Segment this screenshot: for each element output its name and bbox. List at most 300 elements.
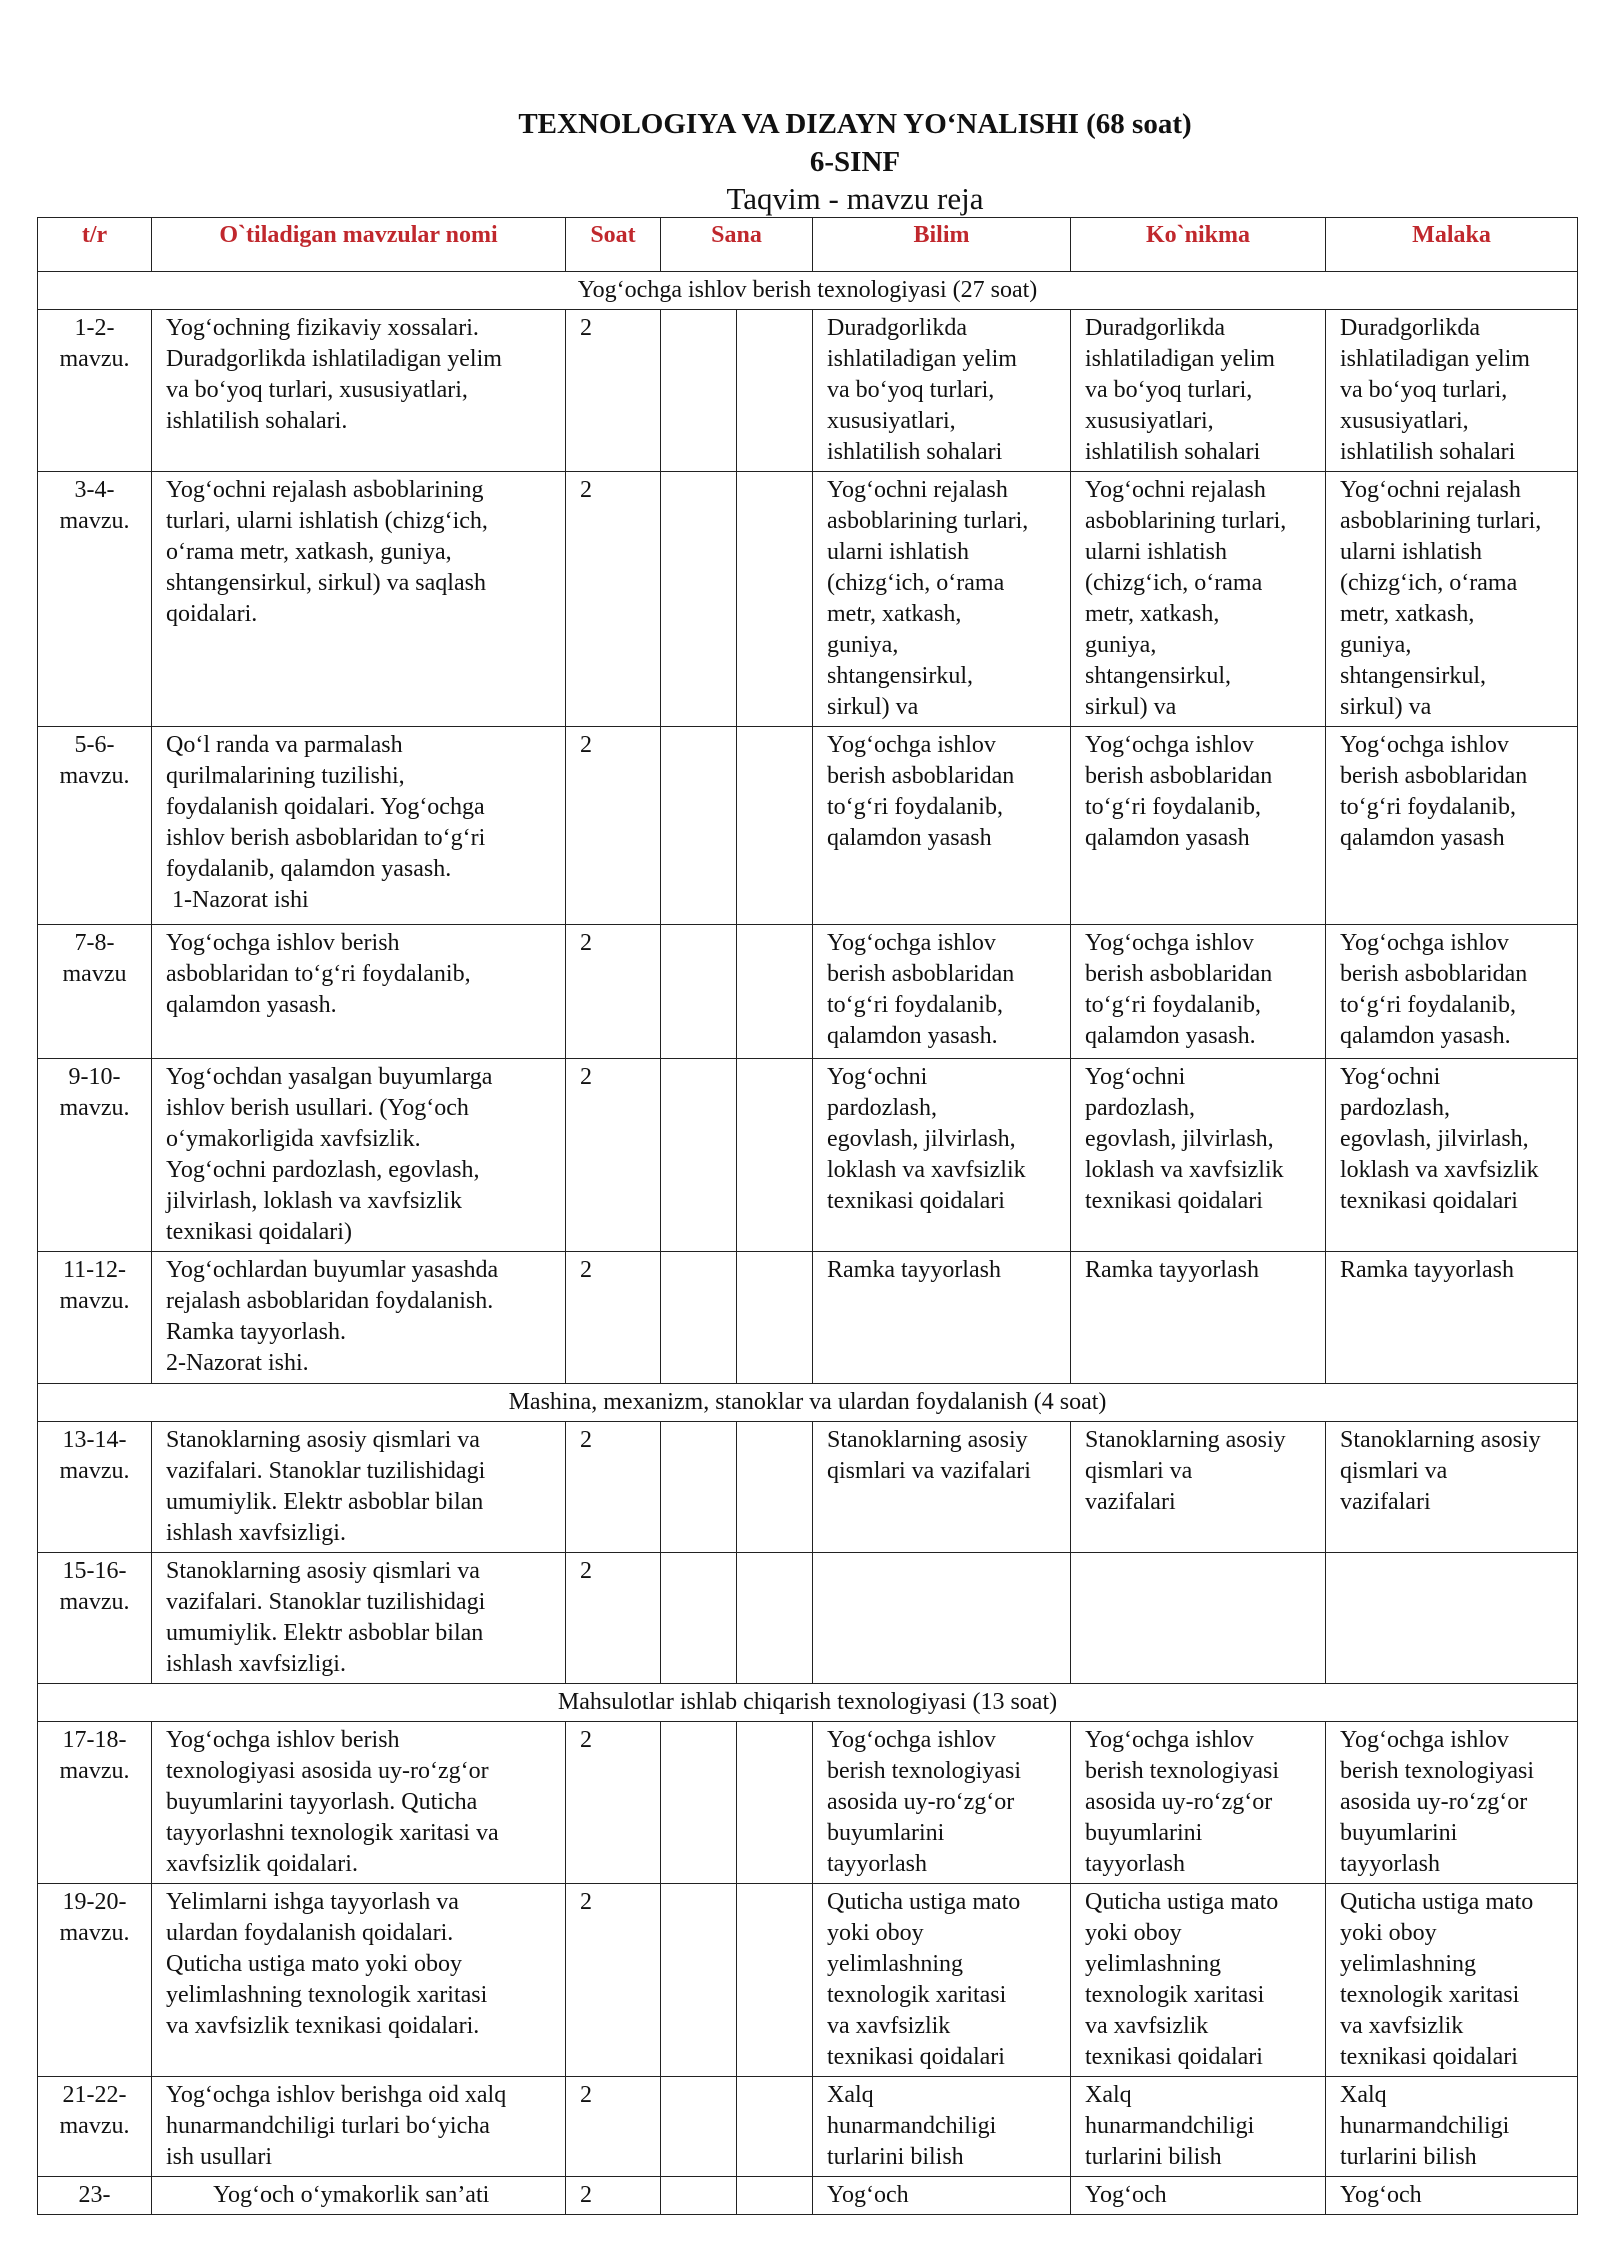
konikma-cell [1071,1252,1326,1384]
konikma-cell-line: tayyorlash [1085,1851,1185,1877]
sana-cell-2[interactable] [737,472,813,727]
table-row [38,1553,1578,1684]
bilim-cell [813,1553,1071,1684]
konikma-cell-line: shtangensirkul, [1085,663,1231,689]
tr-cell-line: mavzu. [59,1758,130,1784]
malaka-cell-line: loklash va xavfsizlik [1340,1157,1539,1183]
bilim-cell-line: Ramka tayyorlash [827,1257,1001,1283]
topic-cell-line: jilvirlash, loklash va xavfsizlik [166,1188,462,1214]
bilim-cell [813,1059,1071,1252]
sana-cell-1[interactable] [661,1884,737,2077]
tr-cell-line: 19-20- [62,1889,127,1915]
topic-cell-line: Yog‘ochni pardozlash, egovlash, [166,1157,480,1183]
malaka-cell [1326,1553,1578,1684]
tr-cell [38,1553,152,1684]
topic-cell [152,1252,566,1384]
topic-cell-line: hunarmandchiligi turlari bo‘yicha [166,2113,490,2139]
topic-cell-line: ishlash xavfsizligi. [166,1651,346,1677]
konikma-cell-line: to‘g‘ri foydalanib, [1085,992,1261,1018]
konikma-cell-line: Yog‘ochni [1085,1064,1186,1090]
malaka-cell-line: (chizg‘ich, o‘rama [1340,570,1518,596]
topic-cell-line: Yog‘ochning fizikaviy xossalari. [166,315,479,341]
tr-cell [38,1252,152,1384]
bilim-cell-line: xususiyatlari, [827,408,956,434]
tr-cell-line: 5-6- [74,732,115,758]
bilim-cell-line: Quticha ustiga mato [827,1889,1021,1915]
document-title: TEXNOLOGIYA VA DIZAYN YO‘NALISHI (68 soat) [518,108,1192,140]
bilim-cell [813,1884,1071,2077]
sana-cell-1[interactable] [661,1059,737,1252]
topic-cell-line: va xavfsizlik texnikasi qoidalari. [166,2013,480,2039]
malaka-cell-line: Yog‘ochni [1340,1064,1441,1090]
bilim-cell-line: hunarmandchiligi [827,2113,997,2139]
topic-cell-line: Yog‘och o‘ymakorlik san’ati [166,2182,490,2208]
konikma-cell-line: ularni ishlatish [1085,539,1227,565]
malaka-cell-line: berish asboblaridan [1340,961,1528,987]
konikma-cell-line: berish texnologiyasi [1085,1758,1279,1784]
konikma-cell-line: Stanoklarning asosiy [1085,1427,1286,1453]
bilim-cell-line: berish asboblaridan [827,961,1015,987]
konikma-cell [1071,1553,1326,1684]
col-header-malaka: Malaka [1326,218,1578,272]
bilim-cell-line: texnikasi qoidalari [827,1188,1005,1214]
malaka-cell [1326,310,1578,472]
sana-cell-2[interactable] [737,1252,813,1384]
soat-cell: 2 [566,727,661,925]
bilim-cell-line: shtangensirkul, [827,663,973,689]
topic-cell [152,2077,566,2177]
konikma-cell-line: berish asboblaridan [1085,763,1273,789]
konikma-cell-line: Yog‘ochga ishlov [1085,1727,1254,1753]
topic-cell-line: Quticha ustiga mato yoki oboy [166,1951,462,1977]
bilim-cell [813,2077,1071,2177]
malaka-cell-line: Duradgorlikda [1340,315,1480,341]
bilim-cell-line: metr, xatkash, [827,601,962,627]
col-header-sana: Sana [661,218,813,272]
topic-cell-line: Qo‘l randa va parmalash [166,732,403,758]
bilim-cell-line: Yog‘och [827,2182,909,2208]
bilim-cell-line: texnologik xaritasi [827,1982,1007,2008]
bilim-cell-line: qalamdon yasash [827,825,992,851]
konikma-cell-line: ishlatiladigan yelim [1085,346,1275,372]
tr-cell [38,2077,152,2177]
malaka-cell-line: buyumlarini [1340,1820,1458,1846]
topic-cell [152,472,566,727]
konikma-cell-line: metr, xatkash, [1085,601,1220,627]
bilim-cell [813,472,1071,727]
bilim-cell-line: to‘g‘ri foydalanib, [827,794,1003,820]
topic-cell-line: foydalanib, qalamdon yasash. [166,856,452,882]
topic-cell-line: umumiylik. Elektr asboblar bilan [166,1489,484,1515]
topic-cell-line: qalamdon yasash. [166,992,337,1018]
topic-cell-line: turlari, ularni ishlatish (chizg‘ich, [166,508,488,534]
sana-cell-1[interactable] [661,2077,737,2177]
grade-title: 6-SINF [809,146,901,178]
tr-cell-line: mavzu. [59,763,130,789]
tr-cell [38,925,152,1059]
bilim-cell-line: Yog‘ochga ishlov [827,930,996,956]
topic-cell-line: rejalash asboblaridan foydalanish. [166,1288,494,1314]
tr-cell-line: mavzu [62,961,127,987]
soat-cell: 2 [566,1059,661,1252]
bilim-cell-line: qalamdon yasash. [827,1023,998,1049]
bilim-cell-line: yelimlashning [827,1951,963,1977]
col-header-bilim: Bilim [813,218,1071,272]
konikma-cell [1071,472,1326,727]
topic-cell-line: Stanoklarning asosiy qismlari va [166,1427,480,1453]
topic-cell-line: qoidalari. [166,601,258,627]
malaka-cell [1326,1884,1578,2077]
topic-cell-line: ishlov berish asboblaridan to‘g‘ri [166,825,486,851]
malaka-cell-line: shtangensirkul, [1340,663,1486,689]
malaka-cell [1326,1722,1578,1884]
topic-cell [152,727,566,925]
tr-cell-line: 23- [78,2182,111,2208]
bilim-cell-line: Yog‘ochga ishlov [827,1727,996,1753]
soat-cell: 2 [566,1884,661,2077]
topic-cell-line: va bo‘yoq turlari, xususiyatlari, [166,377,468,403]
tr-cell-line: 3-4- [74,477,115,503]
tr-cell-line: 15-16- [62,1558,127,1584]
topic-cell [152,2177,566,2215]
konikma-cell-line: texnologik xaritasi [1085,1982,1265,2008]
sana-cell-1[interactable] [661,1422,737,1553]
topic-cell-line: Yog‘ochga ishlov berish [166,930,400,956]
bilim-cell-line: qismlari va vazifalari [827,1458,1031,1484]
tr-cell-line: mavzu. [59,346,130,372]
konikma-cell-line: (chizg‘ich, o‘rama [1085,570,1263,596]
topic-cell-line: ishlov berish usullari. (Yog‘och [166,1095,469,1121]
malaka-cell-line: yelimlashning [1340,1951,1476,1977]
konikma-cell-line: Ramka tayyorlash [1085,1257,1259,1283]
tr-cell [38,310,152,472]
topic-cell-line: ulardan foydalanish qoidalari. [166,1920,454,1946]
table-row [38,310,1578,472]
malaka-cell-line: texnikasi qoidalari [1340,2044,1518,2070]
topic-cell-line: ishlash xavfsizligi. [166,1520,346,1546]
topic-cell-line: texnikasi qoidalari) [166,1219,352,1245]
konikma-cell-line: Duradgorlikda [1085,315,1225,341]
section-row [38,1384,1578,1422]
konikma-cell-line: qalamdon yasash. [1085,1023,1256,1049]
bilim-cell-line: Stanoklarning asosiy [827,1427,1028,1453]
col-header-soat: Soat [566,218,661,272]
malaka-cell-line: guniya, [1340,632,1412,658]
tr-cell-line: 7-8- [74,930,115,956]
sana-cell-2[interactable] [737,1884,813,2077]
topic-cell-line: 2-Nazorat ishi. [166,1350,309,1376]
sana-cell-2[interactable] [737,727,813,925]
sana-cell-1[interactable] [661,2177,737,2215]
topic-cell-line: 1-Nazorat ishi [166,887,309,913]
sana-cell-2[interactable] [737,2077,813,2177]
konikma-cell-line: asosida uy-ro‘zg‘or [1085,1789,1273,1815]
soat-cell: 2 [566,1722,661,1884]
konikma-cell [1071,2077,1326,2177]
konikma-cell-line: qalamdon yasash [1085,825,1250,851]
tr-cell-line: 11-12- [62,1257,127,1283]
bilim-cell-line: pardozlash, [827,1095,937,1121]
malaka-cell-line: Ramka tayyorlash [1340,1257,1514,1283]
konikma-cell-line: turlarini bilish [1085,2144,1222,2170]
konikma-cell-line: Yog‘ochga ishlov [1085,732,1254,758]
topic-cell [152,1553,566,1684]
tr-cell [38,727,152,925]
malaka-cell-line: qalamdon yasash [1340,825,1505,851]
soat-cell: 2 [566,310,661,472]
sana-cell-1[interactable] [661,1252,737,1384]
topic-cell-line: Stanoklarning asosiy qismlari va [166,1558,480,1584]
bilim-cell-line: tayyorlash [827,1851,927,1877]
col-header-konikma: Ko`nikma [1071,218,1326,272]
sana-cell-1[interactable] [661,1722,737,1884]
table-row [38,472,1578,727]
bilim-cell [813,925,1071,1059]
section-row [38,272,1578,310]
bilim-cell [813,1252,1071,1384]
table-row [38,1059,1578,1252]
topic-cell [152,1884,566,2077]
topic-cell-line: vazifalari. Stanoklar tuzilishidagi [166,1458,486,1484]
malaka-cell-line: Stanoklarning asosiy [1340,1427,1541,1453]
bilim-cell [813,727,1071,925]
tr-cell-line: mavzu. [59,2113,130,2139]
topic-cell [152,310,566,472]
topic-cell [152,1722,566,1884]
tr-cell-line: 1-2- [74,315,115,341]
tr-cell [38,2177,152,2215]
malaka-cell-line: yoki oboy [1340,1920,1437,1946]
table-row [38,1252,1578,1384]
table-row [38,727,1578,925]
topic-cell-line: o‘ymakorligida xavfsizlik. [166,1126,421,1152]
topic-cell-line: shtangensirkul, sirkul) va saqlash [166,570,486,596]
section-row [38,1684,1578,1722]
topic-cell-line: Yog‘ochlardan buyumlar yasashda [166,1257,499,1283]
bilim-cell-line: berish texnologiyasi [827,1758,1021,1784]
table-row [38,2177,1578,2215]
tr-cell-line: mavzu. [59,1095,130,1121]
bilim-cell-line: to‘g‘ri foydalanib, [827,992,1003,1018]
bilim-cell [813,2177,1071,2215]
tr-cell [38,472,152,727]
malaka-cell-line: to‘g‘ri foydalanib, [1340,794,1516,820]
malaka-cell [1326,1059,1578,1252]
malaka-cell-line: egovlash, jilvirlash, [1340,1126,1529,1152]
malaka-cell-line: Xalq [1340,2082,1387,2108]
malaka-cell-line: ishlatiladigan yelim [1340,346,1530,372]
konikma-cell-line: yelimlashning [1085,1951,1221,1977]
malaka-cell-line: metr, xatkash, [1340,601,1475,627]
sana-cell-2[interactable] [737,1059,813,1252]
topic-cell [152,1422,566,1553]
topic-cell-line: ishlatilish sohalari. [166,408,348,434]
malaka-cell-line: hunarmandchiligi [1340,2113,1510,2139]
konikma-cell-line: pardozlash, [1085,1095,1195,1121]
bilim-cell-line: yoki oboy [827,1920,924,1946]
topic-cell-line: Yog‘ochni rejalash asboblarining [166,477,484,503]
soat-cell: 2 [566,925,661,1059]
tr-cell-line: mavzu. [59,1458,130,1484]
topic-cell [152,1059,566,1252]
tr-cell [38,1722,152,1884]
bilim-cell-line: (chizg‘ich, o‘rama [827,570,1005,596]
topic-cell-line: asboblaridan to‘g‘ri foydalanib, [166,961,471,987]
soat-cell: 2 [566,2177,661,2215]
bilim-cell-line: buyumlarini [827,1820,945,1846]
konikma-cell-line: Yog‘ochni rejalash [1085,477,1266,503]
konikma-cell-line: Quticha ustiga mato [1085,1889,1279,1915]
malaka-cell-line: asosida uy-ro‘zg‘or [1340,1789,1528,1815]
bilim-cell [813,310,1071,472]
col-header-topic: O`tiladigan mavzular nomi [152,218,566,272]
table-row [38,2077,1578,2177]
topic-cell-line: qurilmalarining tuzilishi, [166,763,405,789]
tr-cell-line: 13-14- [62,1427,127,1453]
konikma-cell-line: loklash va xavfsizlik [1085,1157,1284,1183]
malaka-cell-line: vazifalari [1340,1489,1431,1515]
malaka-cell-line: Quticha ustiga mato [1340,1889,1534,1915]
table-row [38,1722,1578,1884]
bilim-cell-line: guniya, [827,632,899,658]
malaka-cell-line: texnologik xaritasi [1340,1982,1520,2008]
konikma-cell-line: va bo‘yoq turlari, [1085,377,1253,403]
topic-cell-line: vazifalari. Stanoklar tuzilishidagi [166,1589,486,1615]
malaka-cell-line: tayyorlash [1340,1851,1440,1877]
tr-cell-line: 17-18- [62,1727,127,1753]
tr-cell [38,1422,152,1553]
sana-cell-2[interactable] [737,1722,813,1884]
konikma-cell-line: yoki oboy [1085,1920,1182,1946]
sana-cell-1[interactable] [661,310,737,472]
bilim-cell-line: berish asboblaridan [827,763,1015,789]
konikma-cell-line: to‘g‘ri foydalanib, [1085,794,1261,820]
malaka-cell [1326,472,1578,727]
table-row [38,1884,1578,2077]
malaka-cell-line: va bo‘yoq turlari, [1340,377,1508,403]
tr-cell-line: mavzu. [59,1589,130,1615]
plan-subtitle: Taqvim - mavzu reja [726,181,984,216]
tr-cell-line: mavzu. [59,1920,130,1946]
table-body [38,272,1578,2215]
tr-cell [38,1059,152,1252]
table-row [38,925,1578,1059]
bilim-cell-line: ishlatiladigan yelim [827,346,1017,372]
bilim-cell-line: loklash va xavfsizlik [827,1157,1026,1183]
sana-cell-2[interactable] [737,1422,813,1553]
soat-cell: 2 [566,1553,661,1684]
malaka-cell-line: pardozlash, [1340,1095,1450,1121]
malaka-cell [1326,925,1578,1059]
bilim-cell-line: Yog‘ochga ishlov [827,732,996,758]
konikma-cell-line: ishlatilish sohalari [1085,439,1261,465]
malaka-cell-line: va xavfsizlik [1340,2013,1464,2039]
malaka-cell-line: asboblarining turlari, [1340,508,1542,534]
konikma-cell [1071,1884,1326,2077]
topic-cell-line: yelimlashning texnologik xaritasi [166,1982,488,2008]
malaka-cell-line: to‘g‘ri foydalanib, [1340,992,1516,1018]
topic-cell-line: Yog‘ochdan yasalgan buyumlarga [166,1064,493,1090]
konikma-cell-line: buyumlarini [1085,1820,1203,1846]
topic-cell-line: ish usullari [166,2144,272,2170]
malaka-cell-line: turlarini bilish [1340,2144,1477,2170]
konikma-cell [1071,1722,1326,1884]
konikma-cell-line: texnikasi qoidalari [1085,1188,1263,1214]
topic-cell-line: foydalanish qoidalari. Yog‘ochga [166,794,485,820]
sana-cell-2[interactable] [737,310,813,472]
bilim-cell-line: Yog‘ochni [827,1064,928,1090]
section-title: Yog‘ochga ishlov berish texnologiyasi (27 soat) [38,272,1578,310]
konikma-cell [1071,925,1326,1059]
tr-cell-line: 21-22- [62,2082,127,2108]
sana-cell-1[interactable] [661,727,737,925]
sana-cell-1[interactable] [661,925,737,1059]
malaka-cell-line: qalamdon yasash. [1340,1023,1511,1049]
bilim-cell-line: egovlash, jilvirlash, [827,1126,1016,1152]
bilim-cell-line: ularni ishlatish [827,539,969,565]
topic-cell-line: umumiylik. Elektr asboblar bilan [166,1620,484,1646]
sana-cell-1[interactable] [661,472,737,727]
tr-cell [38,1884,152,2077]
topic-cell-line: buyumlarini tayyorlash. Quticha [166,1789,478,1815]
malaka-cell [1326,2177,1578,2215]
bilim-cell [813,1722,1071,1884]
malaka-cell [1326,2077,1578,2177]
topic-cell-line: xavfsizlik qoidalari. [166,1851,358,1877]
konikma-cell-line: texnikasi qoidalari [1085,2044,1263,2070]
malaka-cell-line: ishlatilish sohalari [1340,439,1516,465]
malaka-cell [1326,727,1578,925]
section-title: Mashina, mexanizm, stanoklar va ulardan foydalanish (4 soat) [38,1384,1578,1422]
konikma-cell-line: xususiyatlari, [1085,408,1214,434]
table-header-row [38,218,1578,272]
konikma-cell-line: Xalq [1085,2082,1132,2108]
section-title: Mahsulotlar ishlab chiqarish texnologiyasi (13 soat) [38,1684,1578,1722]
sana-cell-2[interactable] [737,1553,813,1684]
konikma-cell [1071,1059,1326,1252]
soat-cell: 2 [566,2077,661,2177]
bilim-cell [813,1422,1071,1553]
bilim-cell-line: va bo‘yoq turlari, [827,377,995,403]
malaka-cell-line: berish texnologiyasi [1340,1758,1534,1784]
sana-cell-1[interactable] [661,1553,737,1684]
table-row [38,1422,1578,1553]
tr-cell-line: 9-10- [68,1064,121,1090]
bilim-cell-line: texnikasi qoidalari [827,2044,1005,2070]
konikma-cell-line: Yog‘och [1085,2182,1167,2208]
sana-cell-2[interactable] [737,2177,813,2215]
bilim-cell-line: sirkul) va [827,694,919,720]
bilim-cell-line: asosida uy-ro‘zg‘or [827,1789,1015,1815]
topic-cell-line: Ramka tayyorlash. [166,1319,346,1345]
topic-cell-line: Yog‘ochga ishlov berishga oid xalq [166,2082,507,2108]
malaka-cell-line: Yog‘och [1340,2182,1422,2208]
malaka-cell-line: Yog‘ochga ishlov [1340,1727,1509,1753]
malaka-cell-line: ularni ishlatish [1340,539,1482,565]
bilim-cell-line: Xalq [827,2082,874,2108]
bilim-cell-line: Duradgorlikda [827,315,967,341]
topic-cell-line: Yelimlarni ishga tayyorlash va [166,1889,459,1915]
konikma-cell-line: asboblarining turlari, [1085,508,1287,534]
topic-cell-line: tayyorlashni texnologik xaritasi va [166,1820,499,1846]
sana-cell-2[interactable] [737,925,813,1059]
konikma-cell-line: sirkul) va [1085,694,1177,720]
bilim-cell-line: va xavfsizlik [827,2013,951,2039]
konikma-cell [1071,310,1326,472]
tr-cell-line: mavzu. [59,1288,130,1314]
konikma-cell [1071,2177,1326,2215]
col-header-tr: t/r [38,218,152,272]
